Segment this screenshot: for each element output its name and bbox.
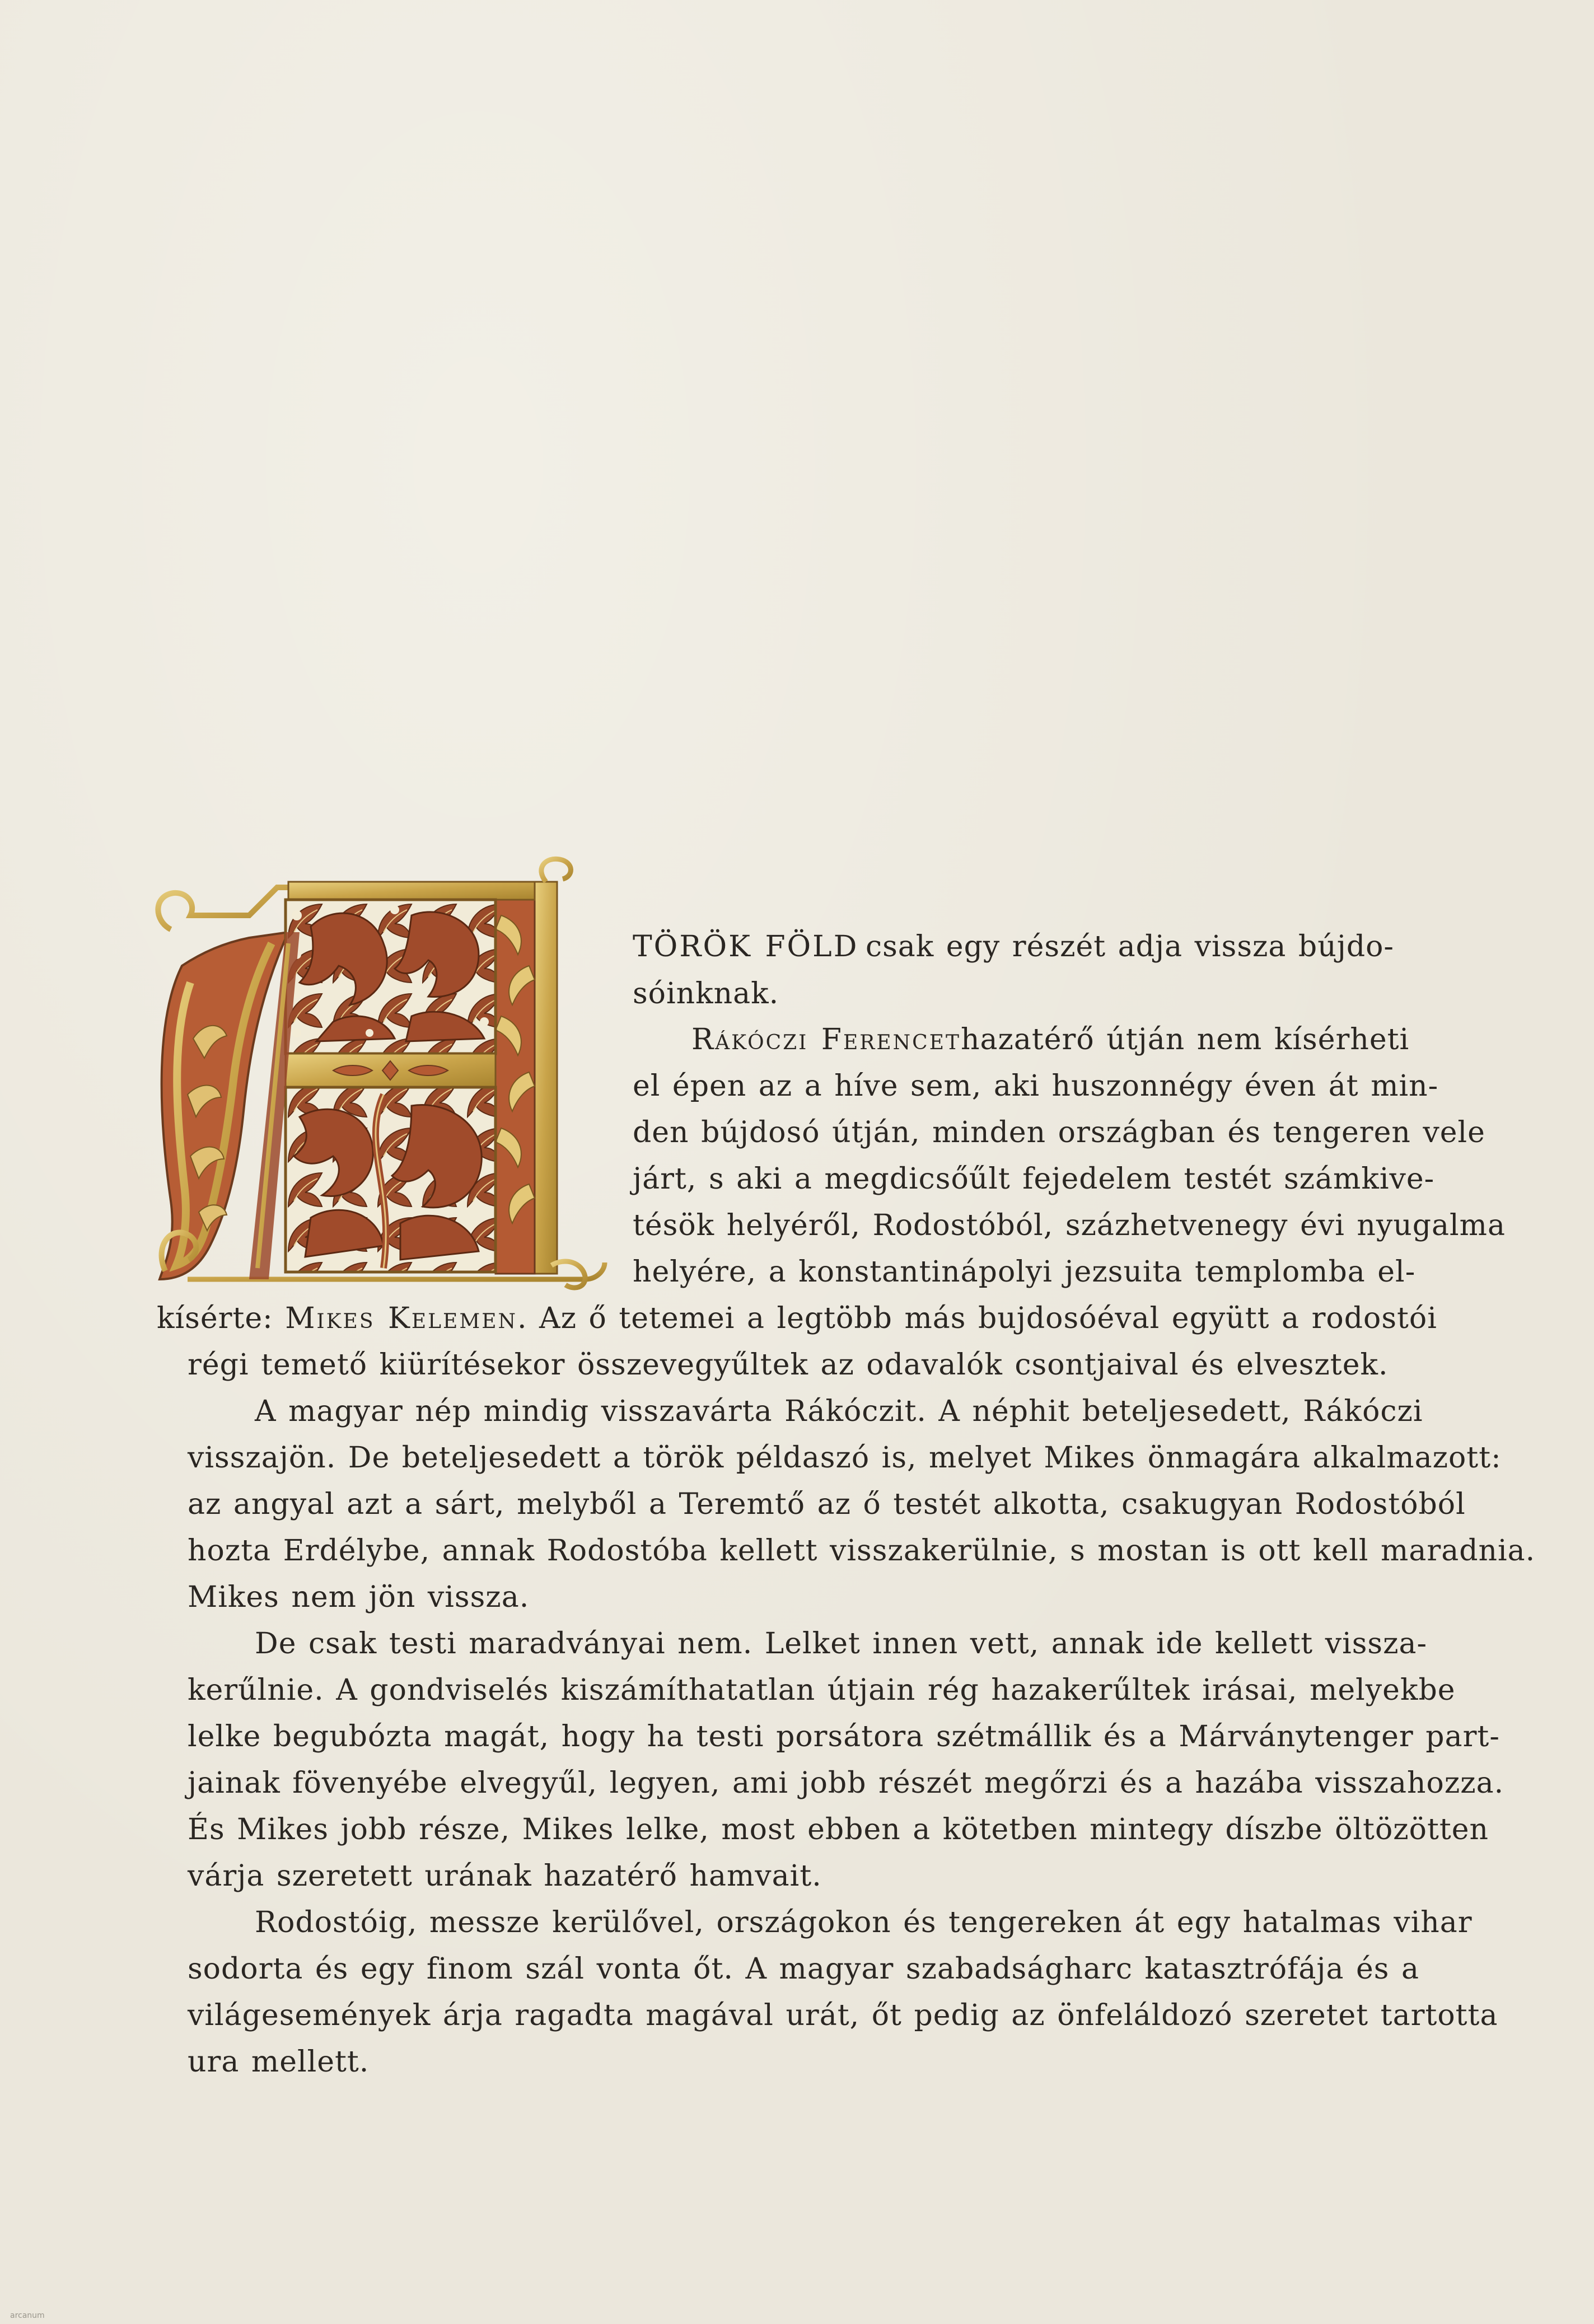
text-line [188, 1859, 822, 1893]
text-run: hazatérő útján nem kísérheti [960, 1023, 1410, 1056]
text-line [633, 1255, 1416, 1289]
text-line [188, 1441, 1502, 1475]
text-run: helyére, a konstantinápolyi jezsuita templomba el- [633, 1255, 1416, 1289]
text-line [188, 1350, 1389, 1380]
text-line [633, 1209, 1506, 1242]
text-run: hozta Erdélybe, annak Rodostóba kellett visszakerülnie, s mostan is ott kell maradnia. [188, 1534, 1536, 1568]
text-run: régi temető kiürítésekor összevegyűltek az odavalók csontjaival és elvesztek. [188, 1348, 1389, 1382]
text-line [633, 1069, 1439, 1103]
illuminated-initial [148, 854, 621, 1290]
text-line [633, 977, 779, 1011]
text-line [691, 1023, 1410, 1056]
text-run: el épen az a híve sem, aki huszonnégy éven át min- [633, 1069, 1439, 1103]
text-run: Rákóczi Ferencet [691, 1023, 961, 1056]
text-run: az angyal azt a sárt, melyből a Teremtő az ő testét alkotta, csakugyan Rodostóból [188, 1488, 1466, 1521]
text-run: ura mellett. [188, 2045, 370, 2079]
text-run: visszajön. De beteljesedett a török példaszó is, melyet Mikes önmagára alkalmazott: [188, 1441, 1502, 1475]
text-line [188, 1999, 1498, 2032]
text-run: A magyar nép mindig visszavárta Rákóczit. A néphit beteljesedett, Rákóczi [255, 1395, 1423, 1428]
text-run: TÖRÖK FÖLD [633, 930, 859, 964]
text-line [188, 1673, 1456, 1707]
text-run: És Mikes jobb része, Mikes lelke, most ebben a kötetben mintegy díszbe öltözötten [188, 1813, 1489, 1846]
text-run: De csak testi maradványai nem. Lelket innen vett, annak ide kellett vissza- [255, 1627, 1428, 1661]
text-run: csak egy részét adja vissza bújdo- [865, 930, 1394, 964]
text-run: Rodostóig, messze kerülővel, országokon és tengereken át egy hatalmas vihar [255, 1906, 1473, 1939]
text-run: . Az ő tetemei a legtöbb más bujdosóéval együtt a rodostói [517, 1302, 1437, 1335]
text-run: kísérte: [157, 1302, 286, 1335]
text-line [188, 1813, 1489, 1846]
text-run: tésök helyéről, Rodostóból, százhetvenegy évi nyugalma [633, 1209, 1506, 1242]
text-line [188, 1952, 1419, 1986]
text-line [188, 1580, 530, 1614]
text-line [188, 1534, 1536, 1568]
text-line [633, 1162, 1435, 1196]
text-line [188, 1720, 1500, 1753]
text-line [188, 1488, 1466, 1521]
text-line [633, 930, 1394, 964]
text-run: lelke begubózta magát, hogy ha testi porsátora szétmállik és a Márványtenger part- [188, 1720, 1500, 1753]
text-line [188, 1766, 1504, 1800]
text-run: kerűlnie. A gondviselés kiszámíthatatlan útjain rég hazakerűltek irásai, melyekbe [188, 1673, 1456, 1707]
text-run: járt, s aki a megdicsőűlt fejedelem testét számkive- [633, 1162, 1435, 1196]
text-line [255, 1627, 1428, 1661]
watermark-mark: arcanum [10, 2311, 45, 2320]
text-run: várja szeretett urának hazatérő hamvait. [188, 1859, 822, 1893]
initial-top-flourish [158, 887, 288, 929]
text-run: jainak fövenyébe elvegyűl, legyen, ami jobb részét megőrzi és a hazába visszahozza. [188, 1766, 1504, 1800]
text-line [188, 2047, 369, 2077]
text-run: sóinknak. [633, 977, 779, 1011]
text-run: Mikes nem jön vissza. [188, 1580, 530, 1614]
text-line [255, 1395, 1423, 1428]
text-run: den bújdosó útján, minden országban és tengeren vele [633, 1116, 1485, 1149]
text-line [633, 1116, 1485, 1149]
initial-right-stroke [535, 882, 557, 1274]
text-run: sodorta és egy finom szál vonta őt. A magyar szabadságharc katasztrófája és a [188, 1952, 1419, 1986]
text-line [157, 1302, 1437, 1335]
text-run: Mikes Kelemen [285, 1302, 517, 1335]
text-run: világesemények árja ragadta magával urát, őt pedig az önfeláldozó szeretet tartotta [188, 1999, 1498, 2032]
text-line [255, 1906, 1473, 1939]
